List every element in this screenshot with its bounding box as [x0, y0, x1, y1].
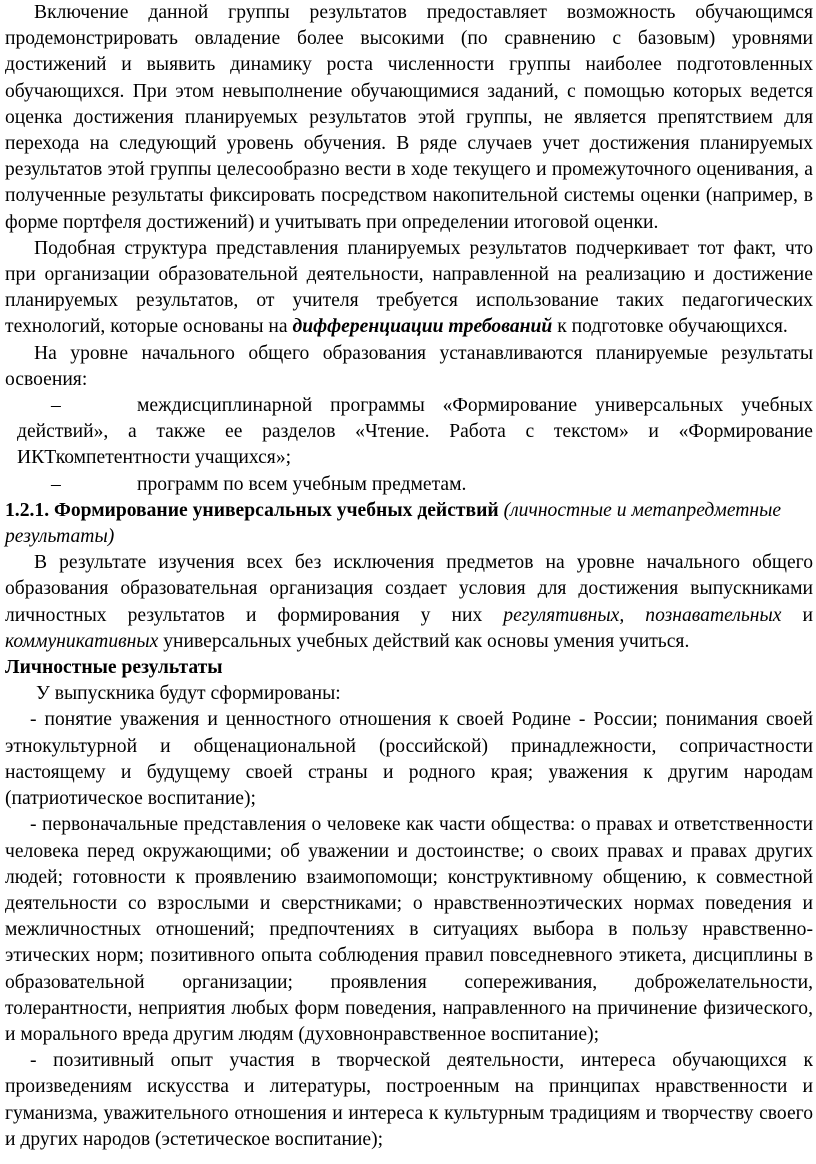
list-item-text: междисциплинарной программы «Формирование универсальных учебных действий», а также ее разделов «Чтение. Работа с текстом» и «Формирование ИКТкомпетентности учащихся»;	[17, 395, 813, 469]
list-item-aesthetic: - позитивный опыт участия в творческой деятельности, интереса обучающихся к произведениям искусства и литературы, построенным на принципах нравственности и гуманизма, уважительного отношения и интереса к культурным традициям и творчеству своего и других народов (эстетическое воспитание);	[5, 1050, 813, 1150]
list-dash: –	[51, 395, 61, 417]
paragraph-structure	[5, 236, 813, 341]
emphasis-differentiation: дифференциации требований	[292, 316, 553, 338]
section-heading-subtitle: (личностные и метапредметные результаты)	[5, 499, 782, 548]
paragraph-structure-start: Подобная структура представления планируемых результатов подчеркивает тот факт, что при организации образовательной деятельности, направленной на реализацию и достижение планируемых результатов, от учителя требуется использование таких педагогических технологий, которые основаны на	[5, 237, 813, 338]
list-item-patriotic: - понятие уважения и ценностного отношения к своей Родине - России; понимания своей этнокультурной и общенациональной (российской) принадлежности, сопричастности настоящему и будущему своей страны и родного края; уважения к другим народам (патриотическое воспитание);	[5, 709, 813, 810]
list-item-interdisciplinary	[5, 393, 813, 472]
emphasis-communicative: коммуникативных	[5, 630, 159, 652]
emphasis-regulatory: регулятивных, познавательных	[503, 604, 782, 626]
list-item-moral: - первоначальные представления о человеке как части общества: о правах и ответственности человека перед окружающими; об уважении и достоинстве; о своих правах и правах других людей; готовности к проявлению взаимопомощи; конструктивному общению, к совместной деятельности со взрослыми и сверстниками; о нравственноэтических нормах поведения и межличностных отношений; предпочтениях в ситуациях выбора в пользу нравственно-этических норм; позитивного опыта соблюдения правил повседневного этикета, дисциплины в образовательной организации; проявления сопереживания, доброжелательности, толерантности, неприятия любых форм поведения, направленного на причинение физического, и морального вреда другим людям (духовнонравственное воспитание);	[5, 814, 813, 1045]
paragraph-conditions-start: В результате изучения всех без исключения предметов на уровне начального общего образования образовательная организация создает условия для достижения выпускниками личностных результатов и формирования у них	[5, 552, 813, 626]
section-heading-title: 1.2.1. Формирование универсальных учебных действий	[5, 499, 499, 521]
paragraph-conditions-end: универсальных учебных действий как основы умения учиться.	[158, 630, 690, 652]
document-page	[5, 0, 813, 1153]
section-heading	[5, 498, 813, 550]
list-item-text: программ по всем учебным предметам.	[137, 473, 467, 495]
paragraph-primary-level: На уровне начального общего образования устанавливаются планируемые результаты освоения:	[5, 342, 813, 390]
subheading-personal-results: Личностные результаты	[5, 657, 223, 679]
list-item-subjects	[5, 472, 813, 498]
paragraph-results-group: Включение данной группы результатов предоставляет возможность обучающимся продемонстрировать овладение более высокими (по сравнению с базовым) уровнями достижений и выявить динамику роста численности группы наиболее подготовленных обучающихся. При этом невыполнение обучающимися заданий, с помощью которых ведется оценка достижения планируемых результатов этой группы, не является препятствием для перехода на следующий уровень обучения. В ряде случаев учет достижения планируемых результатов этой группы целесообразно вести в ходе текущего и промежуточного оценивания, а полученные результаты фиксировать посредством накопительной системы оценки (например, в форме портфеля достижений) и учитывать при определении итоговой оценки.	[5, 2, 813, 233]
paragraph-intro: У выпускника будут сформированы:	[36, 683, 341, 705]
paragraph-structure-end: к подготовке обучающихся.	[552, 316, 788, 338]
list-dash: –	[51, 473, 61, 495]
paragraph-conditions	[5, 550, 813, 655]
paragraph-conditions-mid: и	[781, 604, 813, 626]
